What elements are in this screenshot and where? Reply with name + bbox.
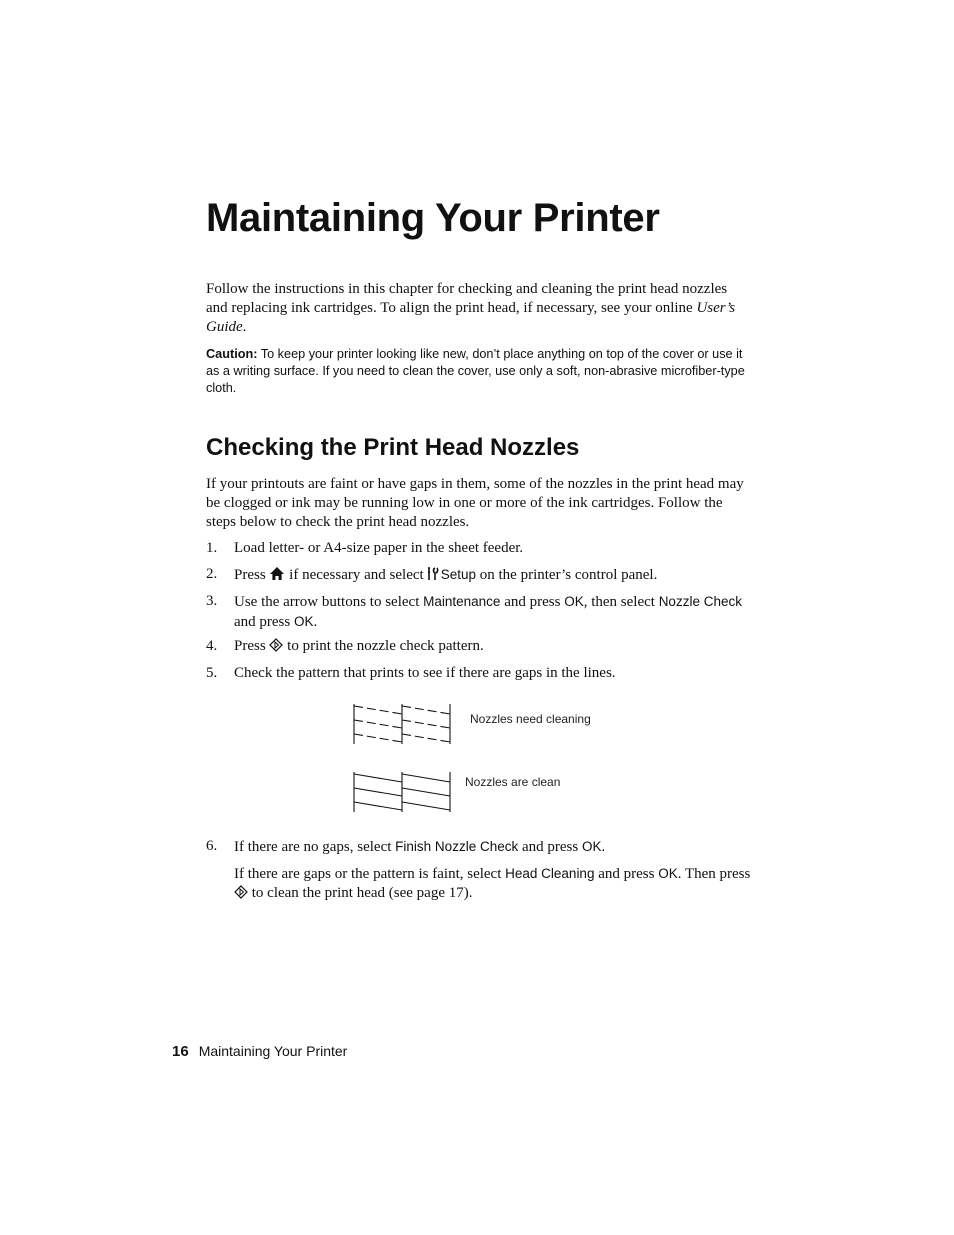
step-number: 4. xyxy=(206,638,218,654)
step-text-part: , then select xyxy=(583,594,659,610)
step-number: 3. xyxy=(206,593,218,609)
maintenance-menu-term: Maintenance xyxy=(423,594,501,609)
step-text-part: and press xyxy=(518,839,582,855)
nozzle-pattern-illustration xyxy=(350,700,460,820)
ok-button-term: OK xyxy=(294,614,314,629)
label-nozzles-need-cleaning: Nozzles need cleaning xyxy=(470,712,591,726)
home-icon xyxy=(269,566,285,587)
intro-text: Follow the instructions in this chapter for checking and cleaning the print head nozzles and replacing ink cartridges. To align the print head, if necessary, see your online xyxy=(206,281,728,316)
nozzle-check-figure xyxy=(350,700,460,825)
step-text-part: and press xyxy=(594,866,659,882)
step-text-part: If there are no gaps, select xyxy=(234,839,396,855)
nozzles-need-cleaning-pattern xyxy=(354,704,450,744)
step-text: Load letter- or A4-size paper in the sheet feeder. xyxy=(234,540,524,556)
users-guide-reference: User’s Guide xyxy=(206,300,736,335)
step-text-part: and press xyxy=(500,594,565,610)
start-diamond-icon xyxy=(269,638,283,658)
page-footer xyxy=(172,1043,347,1060)
step-6-alternate xyxy=(234,864,751,905)
caution-note xyxy=(206,346,751,397)
step-text-part: . xyxy=(313,614,318,630)
page-number: 16 xyxy=(172,1043,189,1060)
section-body: If your printouts are faint or have gaps in them, some of the nozzles in the print head may be clogged or ink may be running low in one or more of the ink cartridges. Follow the steps below to check the print head nozzles. xyxy=(206,476,744,530)
step-text-part: . xyxy=(601,839,606,855)
label-nozzles-are-clean: Nozzles are clean xyxy=(465,775,561,789)
step-text: Check the pattern that prints to see if there are gaps in the lines. xyxy=(234,665,616,681)
ok-button-term: OK xyxy=(581,839,602,854)
step-text-part: Press xyxy=(234,638,270,654)
ok-button-term: OK xyxy=(564,594,584,609)
step-number: 1. xyxy=(206,540,218,556)
finish-nozzle-check-term: Finish Nozzle Check xyxy=(395,839,519,854)
step-text-part: to clean the print head (see page 17). xyxy=(248,885,473,901)
step-text-part: Use the arrow buttons to select xyxy=(234,594,424,610)
page-title: Maintaining Your Printer xyxy=(206,196,660,240)
start-diamond-icon xyxy=(234,885,248,905)
caution-label: Caution: xyxy=(206,347,258,361)
step-number: 6. xyxy=(206,838,218,854)
intro-paragraph xyxy=(206,280,751,337)
wrench-icon xyxy=(427,567,439,587)
footer-chapter-title: Maintaining Your Printer xyxy=(198,1043,348,1059)
step-text-part: on the printer’s control panel. xyxy=(476,567,658,583)
ok-button-term: OK xyxy=(658,866,678,881)
step-number: 2. xyxy=(206,566,218,582)
step-text xyxy=(234,565,751,587)
caution-text: To keep your printer looking like new, don’t place anything on top of the cover or use it as a writing surface. If you need to clean the cover, use only a soft, non-abrasive microfiber-type cloth. xyxy=(206,347,745,395)
nozzle-check-menu-term: Nozzle Check xyxy=(658,594,742,609)
step-text-part: If there are gaps or the pattern is faint, select xyxy=(234,866,506,882)
head-cleaning-term: Head Cleaning xyxy=(505,866,595,881)
intro-end: . xyxy=(242,319,247,335)
step-text-part: to print the nozzle check pattern. xyxy=(283,638,484,654)
step-text-part: if necessary and select xyxy=(285,567,428,583)
step-number: 5. xyxy=(206,665,218,681)
step-text-part: and press xyxy=(234,614,294,630)
step-text-part: . Then press xyxy=(677,866,751,882)
setup-menu-term: Setup xyxy=(440,567,476,582)
step-text xyxy=(234,637,751,658)
step-text xyxy=(234,592,751,632)
step-text xyxy=(234,837,751,857)
nozzles-clean-pattern xyxy=(354,772,450,812)
step-text-part: Press xyxy=(234,567,270,583)
section-heading: Checking the Print Head Nozzles xyxy=(206,434,580,461)
